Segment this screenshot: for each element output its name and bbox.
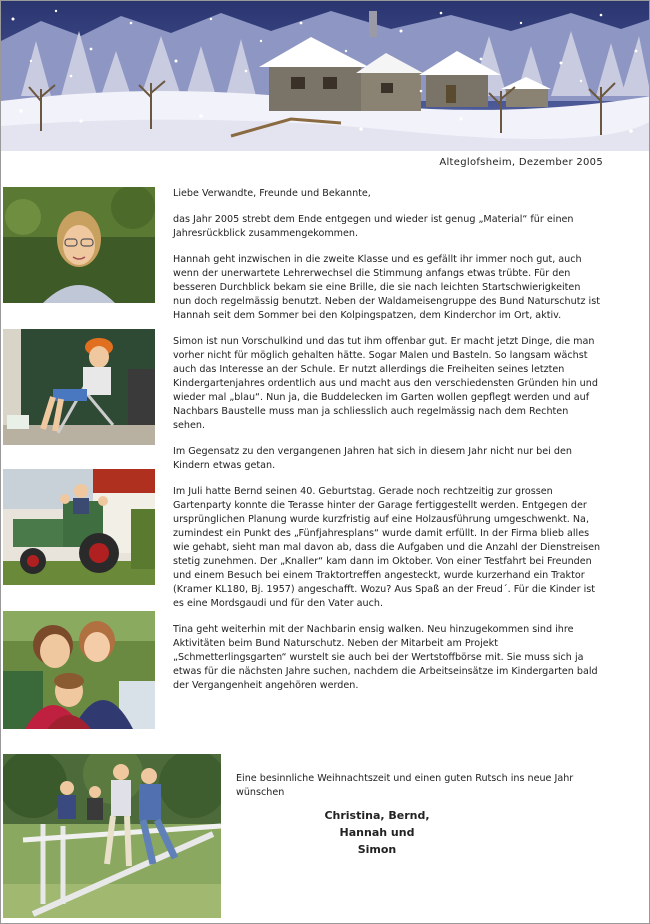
photo-simon — [3, 329, 155, 445]
winter-banner — [1, 1, 650, 151]
dateline: Alteglofsheim, Dezember 2005 — [439, 157, 603, 168]
letter-greeting: Liebe Verwandte, Freunde und Bekannte, — [173, 188, 371, 199]
photo-hannah — [3, 187, 155, 303]
paragraph-tina: Tina geht weiterhin mit der Nachbarin ensig walken. Neu hinzugekommen sind ihre Aktivitäten beim Bund Naturschutz. Neben der Mitarbeit am Projekt „Schmetterlingsgarten“ wurstelt sie auch bei der Wertstoffbörse mit. Sie muss sich ja etwas für die nächsten Jahre suchen, nachdem die Arbeitseinsätze im Kindergarten bald der Vergangenheit angehören werden. — [173, 624, 598, 691]
signature — [319, 807, 435, 858]
paragraph-simon: Simon ist nun Vorschulkind und das tut ihm offenbar gut. Er macht jetzt Dinge, die man vorher nicht für möglich gehalten hätte. Sogar Malen und Basteln. So langsam wächst auch das Interesse an der Schule. Er nutzt allerdings die Freiheiten seines letzten Kindergartenjahres ordentlich aus und macht aus den verschiedensten Gründen hin und wieder mal „blau“. Nun ja, die Buddelecken im Garten wollen gepflegt werden und auf Nachbars Baustelle muss man ja schliesslich auch regelmässig nach dem Rechten sehen. — [173, 336, 598, 431]
paragraph-bernd: Im Juli hatte Bernd seinen 40. Geburtstag. Gerade noch rechtzeitig zur grossen Gartenparty konnte die Terasse hinter der Garage fertiggestellt werden. Entgegen der ursprünglichen Planung wurde kurzfristig auf eine Holzausführung umgeschwenkt. Na, zumindest ein Punkt des „Fünfjahresplans“ wurde damit erfüllt. In der Firma blieb alles wie gehabt, sieht man mal davon ab, dass die Aufgaben und die Anzahl der Dienstreisen stetig zunehmen. Der „Knaller“ kam dann im Oktober. Von einer Testfahrt bei Freunden und einem Besuch bei einem Traktortreffen angesteckt, wurde kurzerhand ein Traktor (Kramer KL180, Bj. 1957) angeschafft. Wozu? Aus Spaß an der Freud´. Für die Kinder ist es eine Mordsgaudi und für den Vater auch. — [173, 486, 601, 609]
signature-line-1: Christina, Bernd, — [324, 809, 430, 822]
photo-family-bench — [3, 611, 155, 729]
letter-body — [173, 187, 601, 705]
paragraph-hannah: Hannah geht inzwischen in die zweite Klasse und es gefällt ihr immer noch gut, auch wenn der unerwartete Lehrerwechsel die Stimmung anfangs etwas trübte. Für den besseren Durchblick bekam sie eine Brille, die sie nach leichten Startschwierigkeiten nun doch regelmässig benutzt. Neben der Waldameisengruppe des Bund Naturschutz ist Hannah seit dem Sommer bei den Kolpingspatzen, dem Kinderchor im Ort, aktiv. — [173, 254, 600, 321]
paragraph-intro: das Jahr 2005 strebt dem Ende entgegen und wieder ist genug „Material“ für einen Jahresrückblick zusammengekommen. — [173, 214, 574, 239]
signature-line-2: Hannah und Simon — [339, 826, 415, 856]
photo-tractor — [3, 469, 155, 585]
paragraph-transition: Im Gegensatz zu den vergangenen Jahren hat sich in diesem Jahr nicht nur bei den Kindern etwas getan. — [173, 446, 572, 471]
closing-wishes: Eine besinnliche Weihnachtszeit und einen guten Rutsch ins neue Jahr wünschen — [236, 773, 574, 798]
photo-family-fence — [3, 754, 221, 918]
